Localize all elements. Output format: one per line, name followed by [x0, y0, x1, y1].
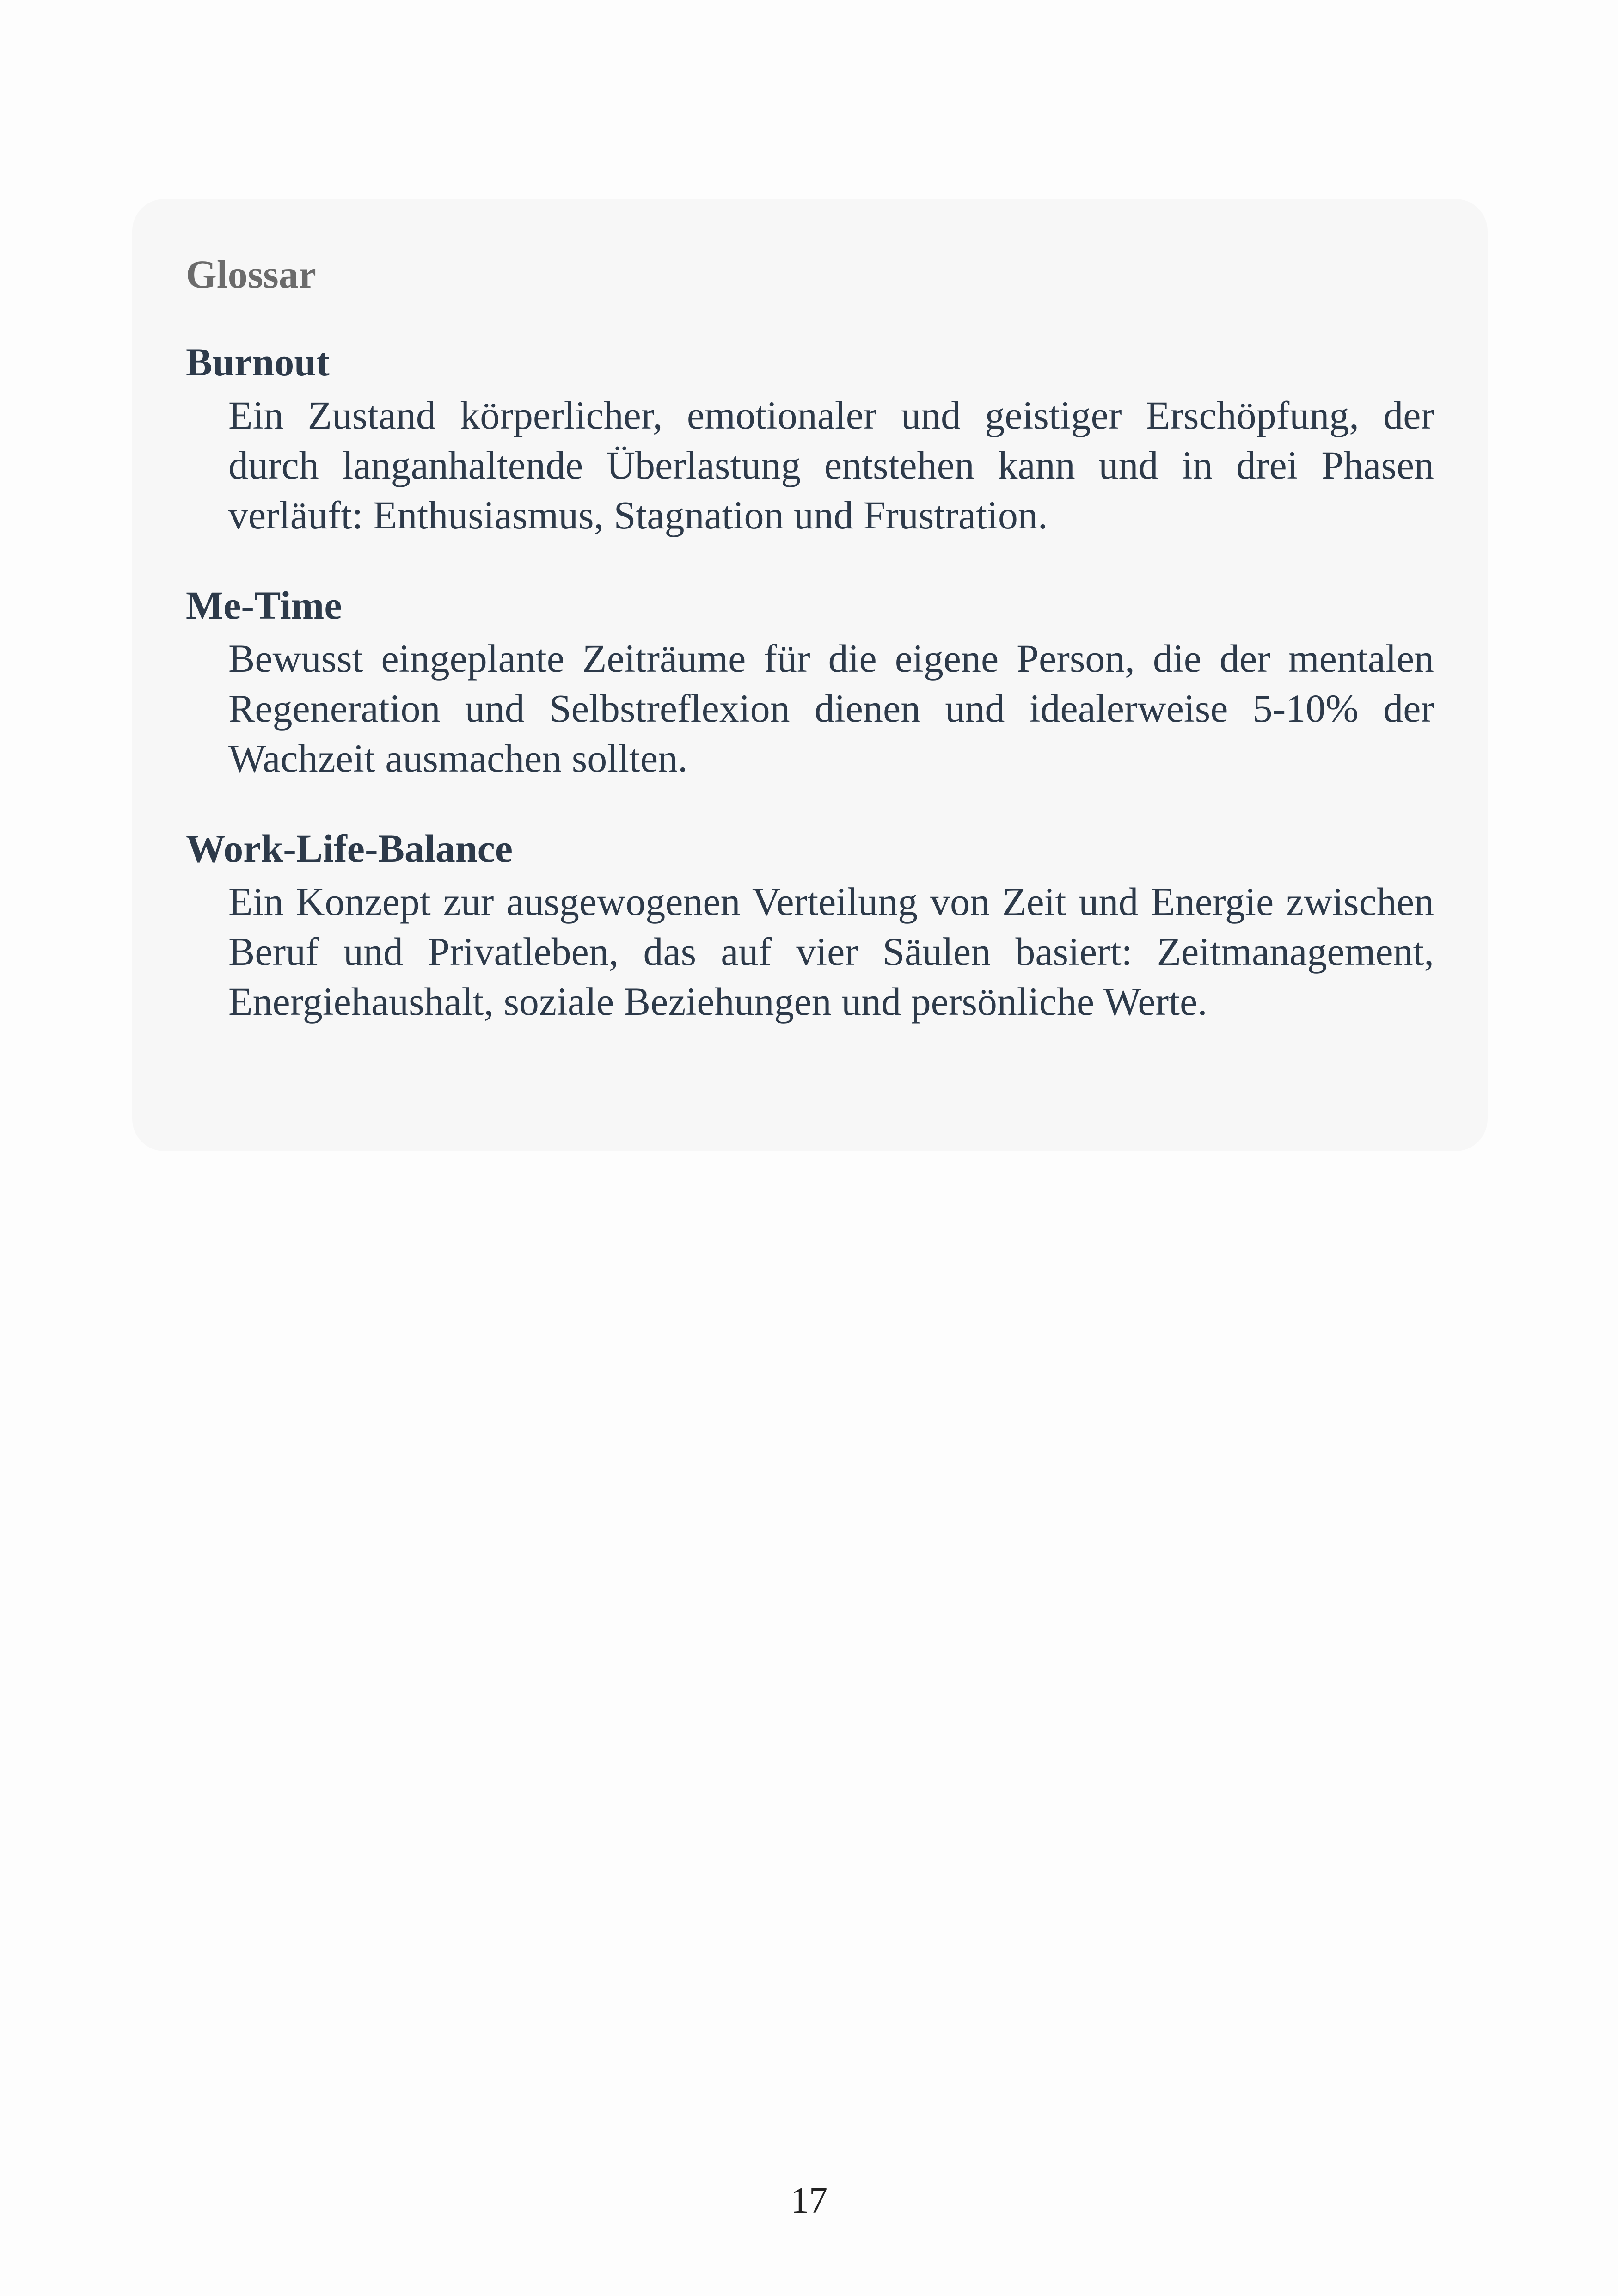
glossary-term: Burnout: [186, 340, 330, 384]
glossary-term: Me-Time: [186, 583, 342, 627]
glossary-definition: Bewusst eingeplante Zeiträume für die eigene Person, die der mentalen Regeneration und Selbstreflexion dienen und idealerweise 5-10% der Wachzeit ausmachen sollten.: [228, 636, 1434, 780]
glossary-entry-burnout: [186, 342, 1434, 540]
glossary-box: [132, 199, 1488, 1151]
glossary-definition: Ein Konzept zur ausgewogenen Verteilung von Zeit und Energie zwischen Beruf und Privatleben, das auf vier Säulen basiert: Zeitmanagement, Energiehaushalt, soziale Beziehungen und persönliche Werte.: [228, 879, 1434, 1024]
glossary-title: Glossar: [186, 252, 316, 296]
page-number: 17: [791, 2180, 827, 2221]
glossary-definition: Ein Zustand körperlicher, emotionaler und geistiger Erschöpfung, der durch langanhaltende Überlastung entstehen kann und in drei Phasen verläuft: Enthusiasmus, Stagnation und Frustration.: [228, 393, 1434, 537]
glossary-term: Work-Life-Balance: [186, 826, 513, 871]
glossary-entry-me-time: [186, 585, 1434, 783]
glossary-entry-work-life-balance: [186, 826, 1434, 1026]
